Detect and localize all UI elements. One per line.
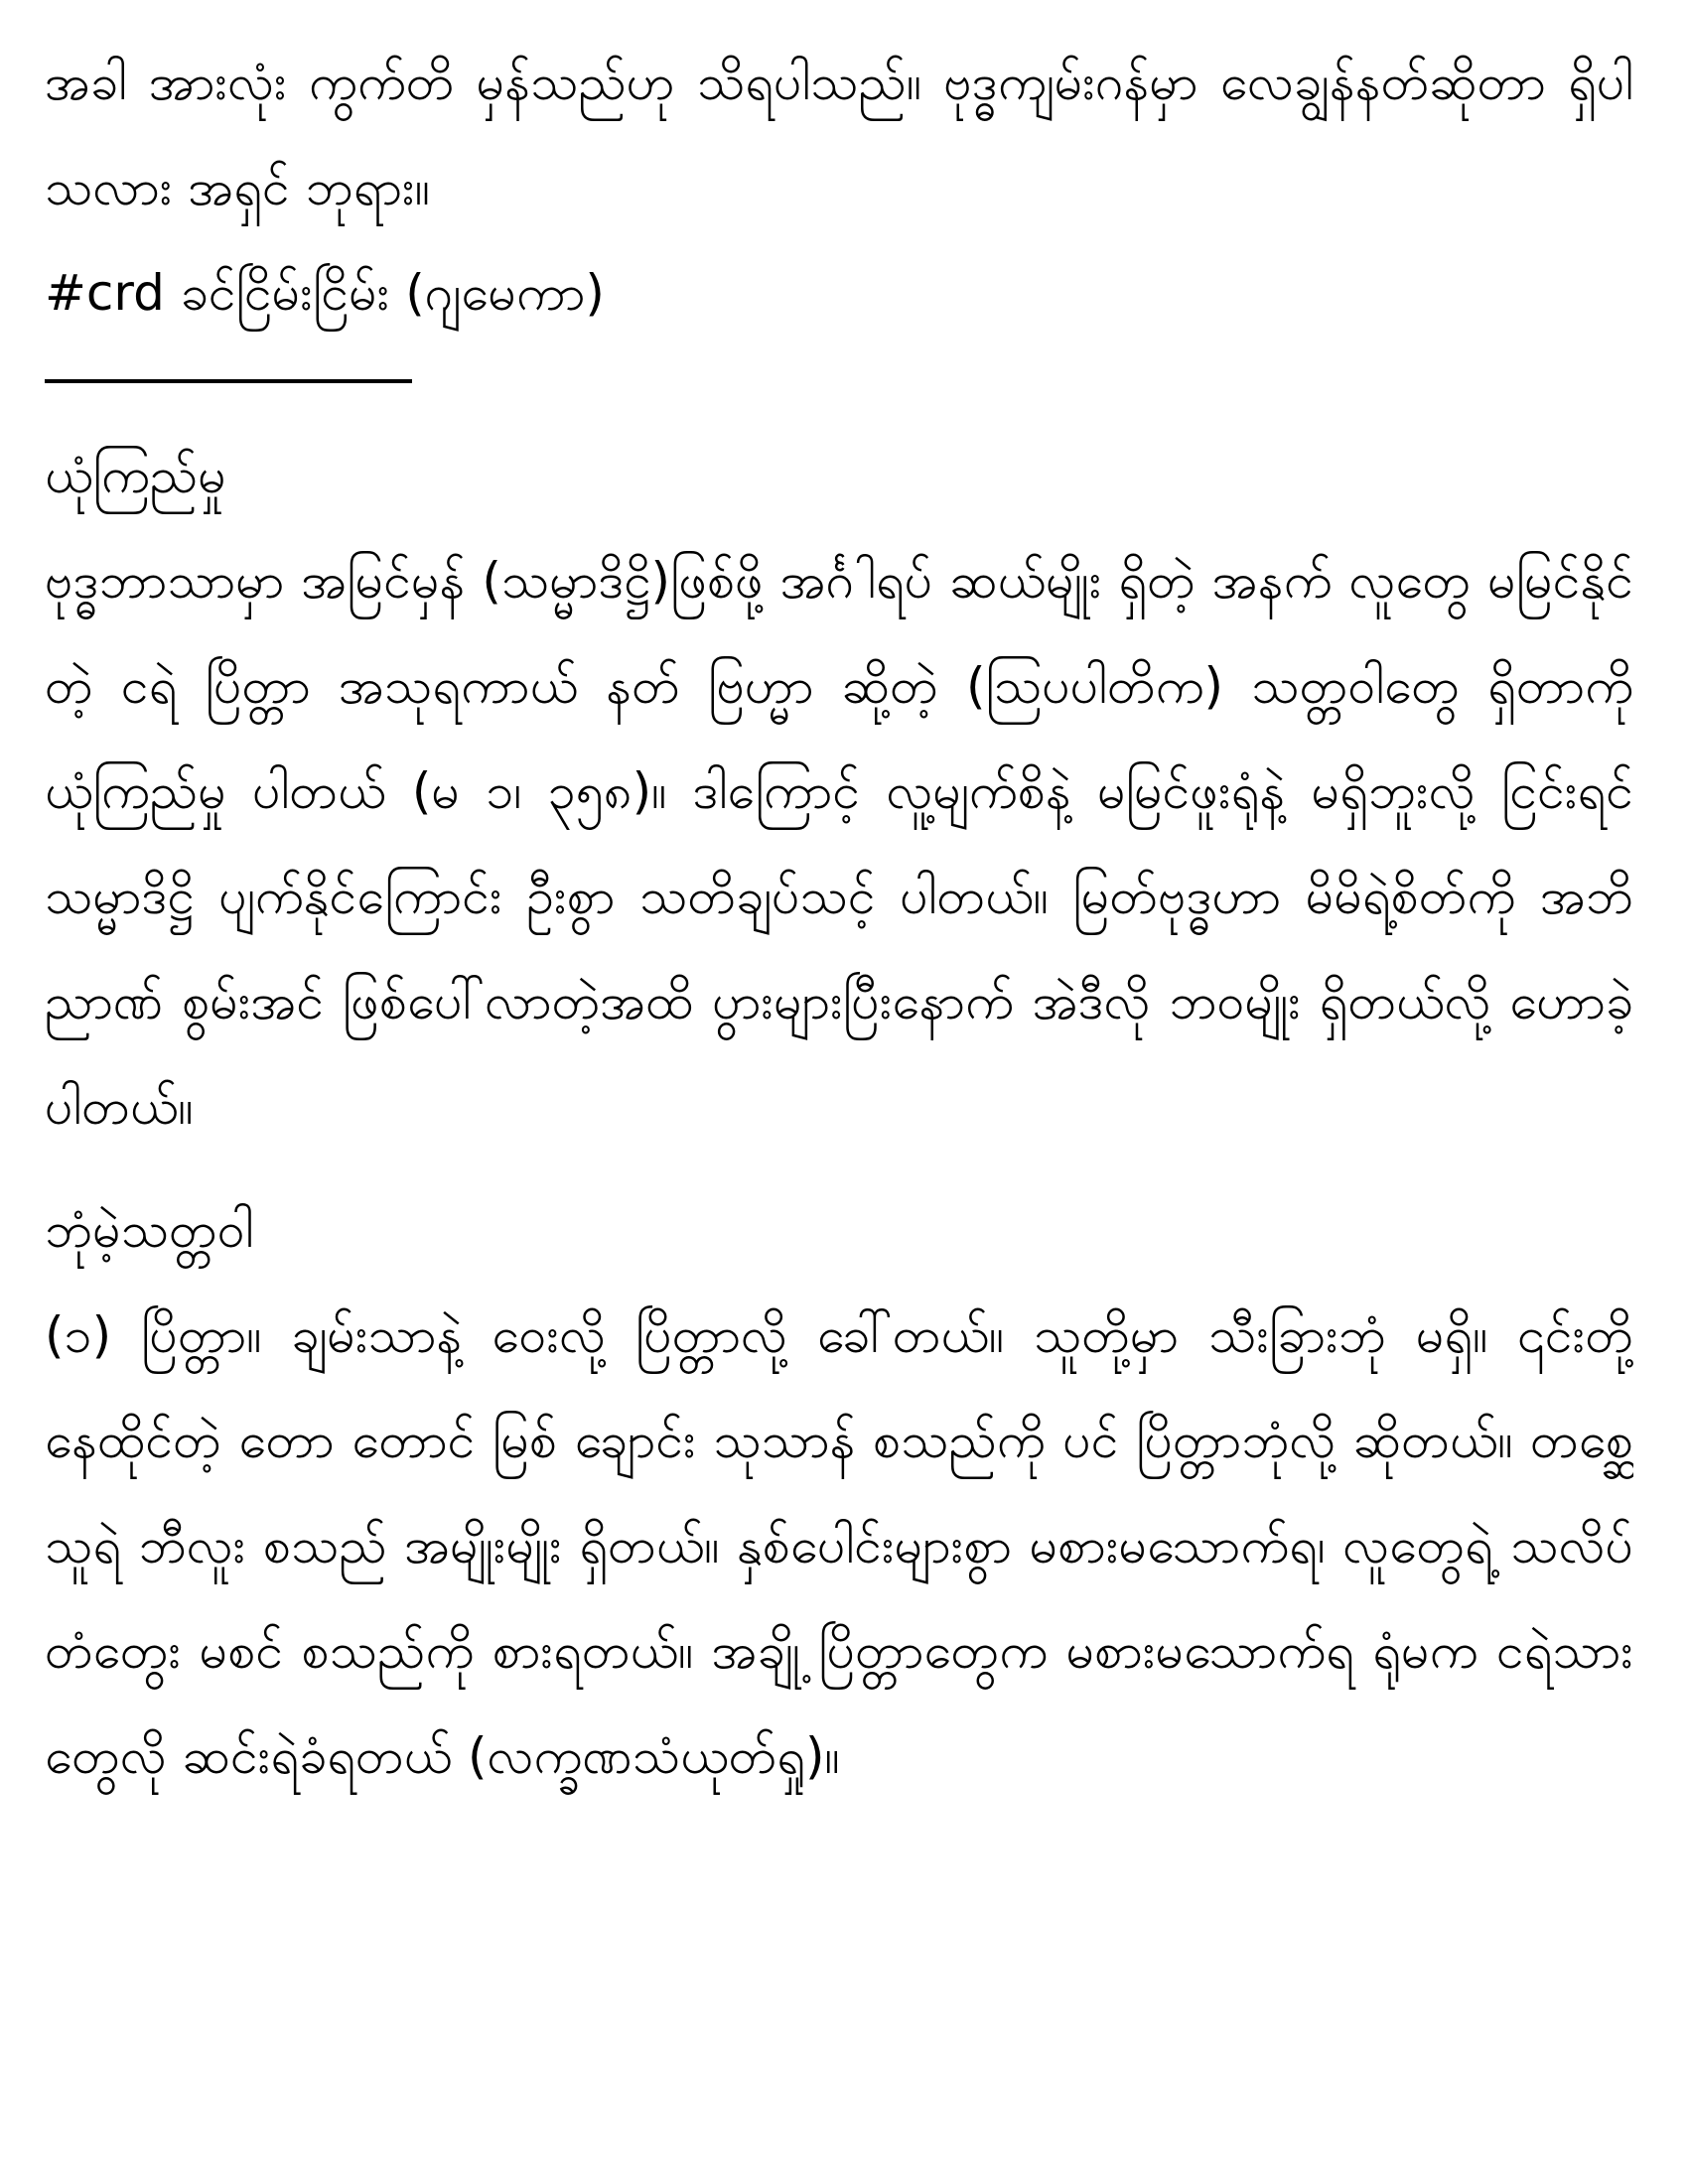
hashtag-author-line: #crd ခင်ငြိမ်းငြိမ်း (ဂျမေကာ)	[45, 264, 605, 322]
section-body-belief: ဗုဒ္ဓဘာသာမှာ အမြင်မှန် (သမ္မာဒိဋ္ဌိ)ဖြစ်ဖို့ အင်္ဂါရပ် ဆယ်မျိုး ရှိတဲ့ အနက် လူတွေ မမြင်နိုင်တဲ့ ငရဲ ပြိတ္တာ အသုရကာယ် နတ် ဗြဟ္မာ ဆို့တဲ့ (ဩပပါတိက) သတ္တဝါတွေ ရှိတာကို ယုံကြည်မှု ပါတယ် (မ ၁၊ ၃၅၈)။ ဒါကြောင့် လူ့မျက်စိနဲ့ မမြင်ဖူးရုံနဲ့ မရှိဘူးလို့ ငြင်းရင် သမ္မာဒိဋ္ဌိ ပျက်နိုင်ကြောင်း ဦးစွာ သတိချပ်သင့် ပါတယ်။ မြတ်ဗုဒ္ဓဟာ မိမိရဲ့စိတ်ကို အဘိညာဏ် စွမ်းအင် ဖြစ်ပေါ်လာတဲ့အထိ ပွားများပြီးနောက် အဲဒီလို ဘဝမျိုး ရှိတယ်လို့ ဟောခဲ့ပါတယ်။	[45, 552, 1633, 1136]
section-body-beings: (၁) ပြိတ္တာ။ ချမ်းသာနဲ့ ဝေးလို့ ပြိတ္တာလို့ ခေါ်တယ်။ သူတို့မှာ သီးခြားဘုံ မရှိ။ ၎င်းတို့ နေထိုင်တဲ့ တော တောင် မြစ် ချောင်း သုသာန် စသည်ကို ပင် ပြိတ္တာဘုံလို့ ဆိုတယ်။ တစ္ဆေ သူရဲ ဘီလူး စသည် အမျိုးမျိုး ရှိတယ်။ နှစ်ပေါင်းများစွာ မစားမသောက်ရ၊ လူတွေရဲ့ သလိပ် တံတွေး မစင် စသည်ကို စားရတယ်။ အချို့ ပြိတ္တာတွေက မစားမသောက်ရ ရုံမက ငရဲသားတွေလို ဆင်းရဲခံရတယ် (လက္ခဏသံယုတ်ရှု)။	[45, 1306, 1633, 1785]
document-page	[45, 30, 1633, 2154]
section-heading-beings: ဘုံမဲ့သတ္တဝါ	[45, 1201, 254, 1259]
intro-paragraph: အခါ အားလုံး ကွက်တိ မှန်သည်ဟု သိရပါသည်။ ဗုဒ္ဓကျမ်းဂန်မှာ လေချွန်နတ်ဆိုတာ ရှိပါသလား အရှင် ဘုရား။	[45, 54, 1633, 216]
section-heading-belief: ယုံကြည်မှု	[45, 447, 226, 504]
divider-rule	[45, 379, 412, 383]
